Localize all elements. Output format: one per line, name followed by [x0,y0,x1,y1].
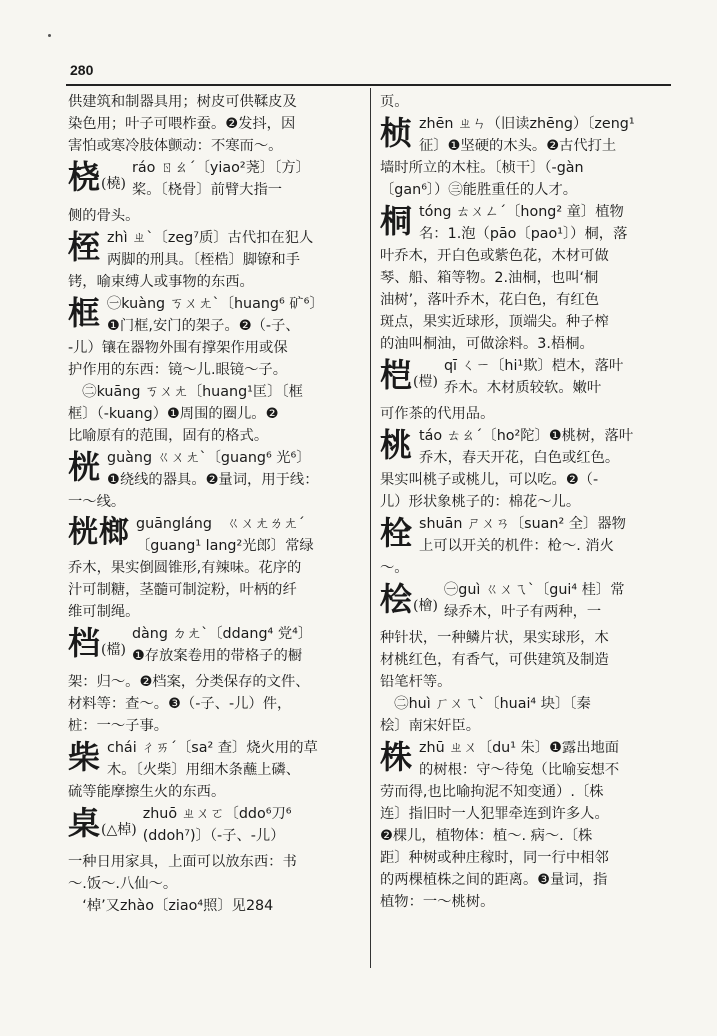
headword [380,578,438,627]
entry-head-line: 乔木。木材质较软。嫩叶 [443,380,602,396]
headword-variant: (橈) [101,176,126,192]
entry-head-line: 的树根：守～待兔（比喻妄想不 [419,762,620,778]
entry-head-line: guāngláng ㄍㄨㄤㄌㄤˊ [136,516,305,532]
entry-line: 斑点，果实近球形，顶端尖。种子榨 [380,314,609,330]
entry-line: 一～线。 [68,494,126,510]
headword-variant: (檔) [101,642,126,658]
entry-line: 果实叫桃子或桃儿，可以吃。❷（- [380,472,599,488]
entry-line: 材桃红色，有香气，可供建筑及制造 [380,652,609,668]
entry-head-line: 桨。〔桡骨〕前臂大指一 [131,182,283,198]
entry-head-line: zhēn ㄓㄣ（旧读zhēng）〔zeng¹ [419,116,635,132]
entry-line: 一种日用家具，上面可以放东西：书 [68,854,297,870]
entry-line: 的油叫桐油，可做涂料。3.梧桐。 [380,336,594,352]
headword [68,736,101,778]
entry-line: -儿）镶在器物外围有撑架作用或保 [68,340,288,356]
dictionary-entry [380,579,674,737]
entry-line: ❷棵儿，植物体：植～. 病～.〔株 [380,828,593,844]
dictionary-entry [68,513,362,623]
dictionary-entry [380,201,674,355]
headword-char: 柴 [68,738,102,776]
headword-variant: (榿) [413,374,438,390]
entry-line: 植物：一～桃树。 [380,894,495,910]
headword-char: 桌 [68,804,102,842]
entry-line: 墙时所立的木柱。〔桢干〕（-gàn [380,160,584,176]
entry-line: 维可制绳。 [68,604,140,620]
entry-head-line: guàng ㄍㄨㄤˋ〔guang⁶ 光⁶〕 [107,450,311,466]
headword-char: 桢 [380,114,414,152]
headword-char: 桧 [380,580,414,618]
entry-head-line: 征〕❶坚硬的木头。❷古代打土 [419,138,617,154]
dictionary-entry [68,227,362,293]
page-number: 280 [70,62,94,78]
entry-head-line: zhū ㄓㄨ〔du¹ 朱〕❶露出地面 [419,740,620,756]
entry-line: 距〕种树或种庄稼时，同一行中相邻 [380,850,609,866]
entry-line: 乔木，果实倒圆锥形,有辣味。花序的 [68,560,302,576]
dictionary-entry [68,447,362,513]
entry-line: 硫等能摩擦生火的东西。 [68,784,226,800]
headword-char: 框 [68,294,102,332]
entry-head-line: chái ㄔㄞˊ〔sa² 查〕烧火用的草 [107,740,318,756]
intro-line: 页。 [380,94,409,110]
headword-char: 株 [380,738,414,776]
headword-char: 桄榔 [68,515,130,550]
dictionary-entry [68,737,362,803]
entry-head-line: dàng ㄉㄤˋ〔ddang⁴ 党⁴〕 [131,626,313,642]
entry-head-line: ráo ㄖㄠˊ〔yiao²荛〕〔方〕 [131,160,310,176]
entry-head-line: ❶门框,安门的架子。❷（-子、 [107,318,300,334]
entry-line: 侧的骨头。 [68,208,140,224]
entry-head-line: 绿乔木，叶子有两种，一 [443,604,602,620]
entry-head-line: 名：1.泡（pāo〔pao¹〕）桐，落 [419,226,628,242]
dictionary-entry [380,737,674,913]
headword [380,736,413,778]
entry-line: 儿）形状象桃子的：棉花～儿。 [380,494,581,510]
entry-line: 的两棵植株之间的距离。❸量词，指 [380,872,608,888]
entry-line: 油树’，落叶乔木，花白色，有红色 [380,292,599,308]
entry-line: 架：归～。❷档案，分类保存的文件、 [68,674,310,690]
headword-char: 档 [68,624,102,662]
entry-head-line: ㊀guì ㄍㄨㄟˋ〔gui⁴ 桂〕常 [443,582,625,598]
headword [380,354,438,403]
entry-line: 材料等：查～。❸（-子、-儿）件， [68,696,292,712]
entry-line: ‘棹’又zhào〔ziao⁴照〕见284 [68,898,274,914]
entry-head-line: táo ㄊㄠˊ〔ho²陀〕❶桃树，落叶 [419,428,634,444]
headword [380,200,413,242]
right-column [380,91,674,913]
headword [68,156,126,205]
entry-head-line: (ddoh⁷)〕（-子、-儿） [142,828,285,844]
entry-line: 可作茶的代用品。 [380,406,495,422]
headword [68,226,101,268]
entry-line: 劳而得,也比喻拘泥不知变通）.〔株 [380,784,604,800]
headword-char: 桎 [68,228,102,266]
column-divider [370,88,371,968]
scan-speck [48,34,51,37]
headword [68,802,137,851]
dictionary-entry [68,157,362,227]
intro-line: 供建筑和制器具用；树皮可供鞣皮及 [68,94,297,110]
entry-line: 铐，喻束缚人或事物的东西。 [68,274,254,290]
entry-head-line: shuān ㄕㄨㄢ〔suan² 全〕器物 [419,516,626,532]
intro-line: 染色用；叶子可喂柞蚕。❷发抖，因 [68,116,296,132]
entry-head-line: ㊀kuàng ㄎㄨㄤˋ〔huang⁶ 矿⁶〕 [107,296,324,312]
dictionary-entry [380,425,674,513]
intro-line: 害怕或寒冷肢体颤动：不寒而～。 [68,138,283,154]
headword [68,292,101,334]
entry-line: ～。 [380,560,409,576]
entry-line: 护作用的东西：镜～儿.眼镜～子。 [68,362,287,378]
headword-char: 桄 [68,448,102,486]
entry-line: 汁可制糖，茎髓可制淀粉，叶柄的纤 [68,582,297,598]
headword [380,424,413,466]
entry-line: 比喻原有的范围，固有的格式。 [68,428,269,444]
dictionary-entry [380,355,674,425]
entry-head-line: ❶绕线的器具。❷量词，用于线： [107,472,319,488]
entry-line: ～.饭～.八仙～。 [68,876,178,892]
headword [68,512,130,554]
entry-line: 框〕（-kuang）❶周围的圈儿。❷ [68,406,279,422]
headword [68,622,126,671]
entry-line: 种针状，一种鳞片状，果实球形，木 [380,630,609,646]
entry-line: ㊁kuāng ㄎㄨㄤ〔huang¹匡〕〔框 [68,384,303,400]
headword [380,112,413,154]
headword-char: 桡 [68,158,102,196]
headword-variant: (△棹) [101,822,137,838]
entry-line: 桧〕南宋奸臣。 [380,718,481,734]
headword-char: 栓 [380,514,414,552]
entry-head-line: 上可以开关的机件：枪～. 消火 [419,538,614,554]
entry-line: 连〕指旧时一人犯罪牵连到许多人。 [380,806,609,822]
entry-head-line: 两脚的刑具。〔桎梏〕脚镣和手 [107,252,301,268]
headword [68,446,101,488]
entry-line: 桩：一～子事。 [68,718,169,734]
entry-line: 琴、船、箱等物。2.油桐，也叫‘桐 [380,270,599,286]
entry-head-line: 乔木，春天开花，白色或红色。 [419,450,620,466]
header-rule [66,84,671,86]
headword-char: 桃 [380,426,414,464]
entry-head-line: 木。〔火柴〕用细木条蘸上磷、 [107,762,301,778]
entry-head-line: 〔guang¹ lang²光郎〕常绿 [136,538,314,554]
dictionary-entry [380,113,674,201]
left-column [68,91,362,917]
entry-line: 铅笔杆等。 [380,674,452,690]
entry-head-line: qī ㄑㄧ〔hi¹欺〕桤木，落叶 [443,358,624,374]
dictionary-entry [68,293,362,447]
entry-head-line: zhuō ㄓㄨㄛ〔ddo⁶刀⁶ [142,806,292,822]
headword-char: 桐 [380,202,414,240]
entry-head-line: ❶存放案卷用的带格子的橱 [131,648,303,664]
headword-char: 桤 [380,356,414,394]
entry-line: 叶乔木，开白色或紫色花，木材可做 [380,248,609,264]
entry-head-line: zhì ㄓˋ〔zeg⁷质〕古代扣在犯人 [107,230,314,246]
dictionary-entry [68,803,362,917]
dictionary-entry [380,513,674,579]
entry-line: 〔gan⁶〕）㊂能胜重任的人才。 [380,182,578,198]
headword [380,512,413,554]
headword-variant: (檜) [413,598,438,614]
dictionary-entry [68,623,362,737]
entry-line: ㊁huì ㄏㄨㄟˋ〔huai⁴ 块〕〔秦 [380,696,591,712]
entry-head-line: tóng ㄊㄨㄥˊ〔hong² 童〕植物 [419,204,624,220]
